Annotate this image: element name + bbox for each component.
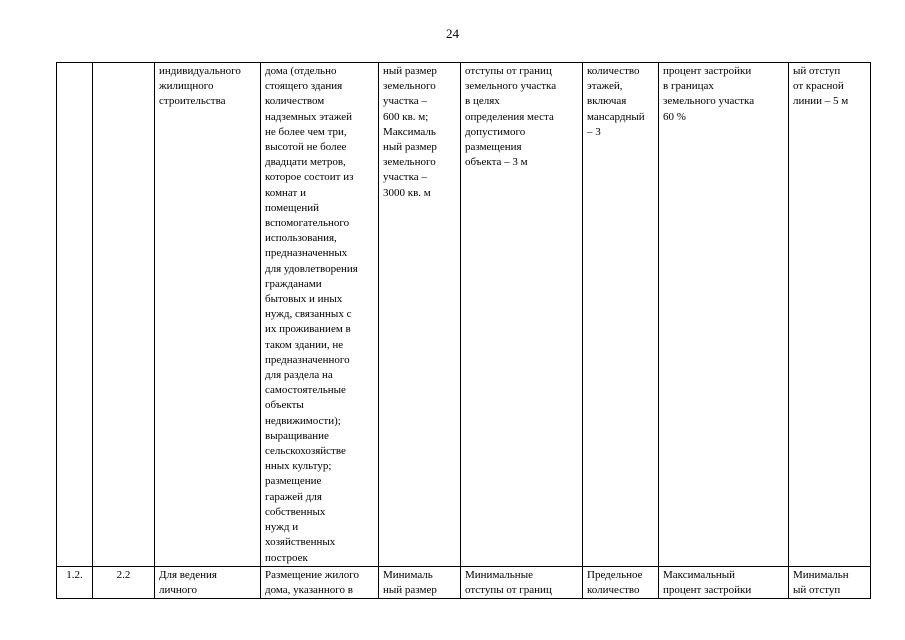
- zoning-regulations-table: [56, 62, 871, 599]
- use-type-cell: индивидуального жилищного строительства: [155, 63, 261, 567]
- page-number: 24: [446, 26, 459, 41]
- use-type-cell: Для ведения личного: [155, 566, 261, 598]
- floor-count-cell: Предельное количество: [583, 566, 659, 598]
- red-line-setback-cell: ый отступ от красной линии – 5 м: [789, 63, 871, 567]
- building-coverage-cell: Максимальный процент застройки: [659, 566, 789, 598]
- building-coverage-cell: процент застройки в границах земельного участка 60 %: [659, 63, 789, 567]
- row-number-cell: [57, 63, 93, 567]
- table-row: [57, 63, 871, 567]
- use-description-cell: Размещение жилого дома, указанного в: [261, 566, 379, 598]
- row-number-cell: 1.2.: [57, 566, 93, 598]
- red-line-setback-cell: Минимальн ый отступ: [789, 566, 871, 598]
- plot-size-cell: Минималь ный размер: [379, 566, 461, 598]
- plot-size-cell: ный размер земельного участка – 600 кв. м; Максималь ный размер земельного участка – 3000 кв. м: [379, 63, 461, 567]
- table-row: [57, 566, 871, 598]
- use-code-cell: [93, 63, 155, 567]
- use-code-cell: 2.2: [93, 566, 155, 598]
- use-description-cell: дома (отдельно стоящего здания количеством надземных этажей не более чем три, высотой не более двадцати метров, которое состоит из комнат и помещений вспомогательного использования, предназначенных для удовлетворения гражданами бытовых и иных нужд, связанных с их проживанием в таком здании, не предназначенного для раздела на самостоятельные объекты недвижимости); выращивание сельскохозяйстве нных культур; размещение гаражей для собственных нужд и хозяйственных построек: [261, 63, 379, 567]
- floor-count-cell: количество этажей, включая мансардный – 3: [583, 63, 659, 567]
- boundary-setback-cell: Минимальные отступы от границ: [461, 566, 583, 598]
- boundary-setback-cell: отступы от границ земельного участка в целях определения места допустимого размещения объекта – 3 м: [461, 63, 583, 567]
